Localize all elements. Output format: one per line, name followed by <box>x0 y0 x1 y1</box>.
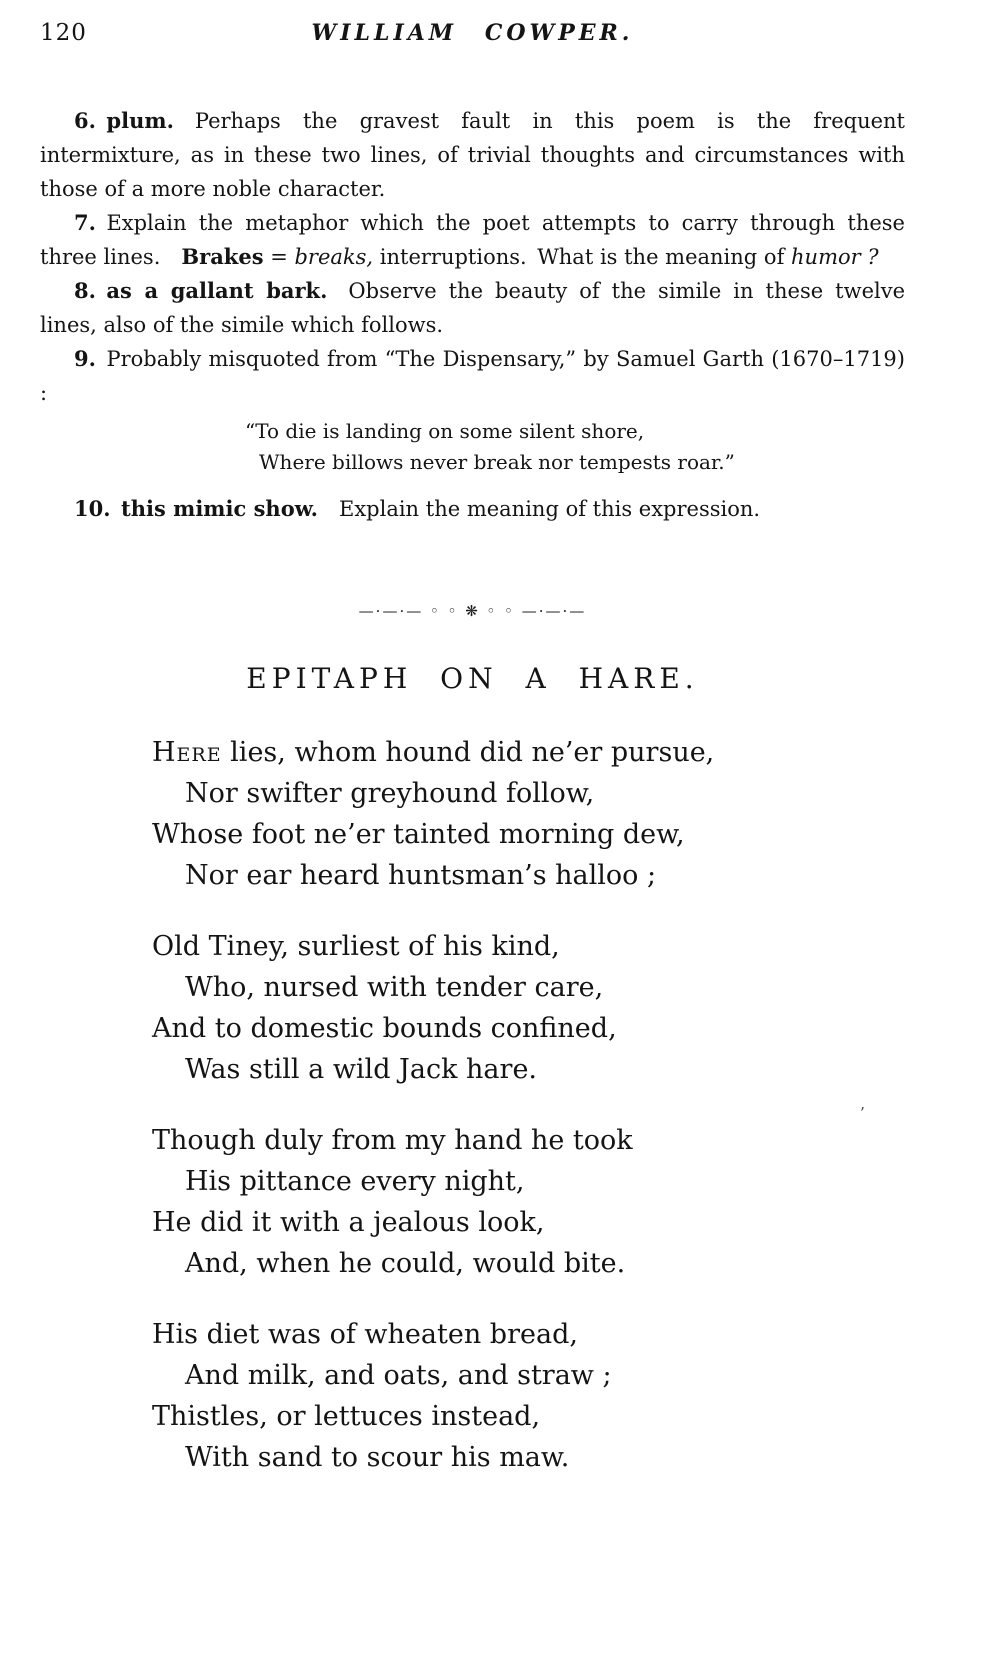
poem-line: His pittance every night, <box>185 1166 525 1197</box>
poem-stanza-4 <box>152 1314 1000 1478</box>
poem <box>152 732 1000 1478</box>
poem-line: Was still a wild Jack hare. <box>185 1054 538 1085</box>
poem-line: Whose foot ne’er tainted morning dew, <box>152 819 685 850</box>
poem-line: And milk, and oats, and straw ; <box>185 1360 612 1391</box>
note-6: 6. plum. Perhaps the gravest fault in this poem is the frequent intermixture, as in these two lines, of trivial thoughts and circumstances with those of a more noble character. <box>40 108 905 201</box>
poem-line: Who, nursed with tender care, <box>185 972 604 1003</box>
note-8: 8. as a gallant bark. Observe the beauty of the simile in these twelve lines, also of the simile which follows. <box>40 278 906 337</box>
poem-line: Here lies, whom hound did ne’er pursue, <box>152 737 715 768</box>
quote-block <box>245 416 905 478</box>
poem-line: His diet was of wheaten bread, <box>152 1319 578 1350</box>
poem-line: Thistles, or lettuces instead, <box>152 1401 541 1432</box>
page-number: 120 <box>40 20 87 46</box>
notes-section <box>40 104 905 526</box>
poem-line: He did it with a jealous look, <box>152 1207 545 1238</box>
poem-title: EPITAPH ON A HARE. <box>246 662 699 695</box>
quote-line-2: Where billows never break nor tempests roar.” <box>259 450 735 474</box>
poem-line: Nor ear heard huntsman’s halloo ; <box>185 860 657 891</box>
running-head: WILLIAM COWPER. <box>311 20 634 46</box>
poem-line: With sand to scour his maw. <box>185 1442 570 1473</box>
quote-line-1: “To die is landing on some silent shore, <box>245 419 645 443</box>
poem-line: And, when he could, would bite. <box>185 1248 626 1279</box>
poem-line: And to domestic bounds confined, <box>152 1013 617 1044</box>
poem-stanza-1 <box>152 732 1000 896</box>
floral-divider-ornament: —·—·— ◦ ◦ ❋ ◦ ◦ —·—·— <box>358 602 587 620</box>
poem-line: Though duly from my hand he took <box>152 1125 633 1156</box>
scan-artifact: ’ <box>860 1104 865 1122</box>
page-header <box>0 0 1000 64</box>
poem-line: Nor swifter greyhound follow, <box>185 778 595 809</box>
poem-line: Old Tiney, surliest of his kind, <box>152 931 560 962</box>
poem-stanza-3 <box>152 1120 1000 1284</box>
note-9: 9. Probably misquoted from “The Dispensary,” by Samuel Garth (1670–1719) : <box>40 346 905 405</box>
note-7: 7. Explain the metaphor which the poet attempts to carry through these three lines. Brakes = breaks, interruptions. What is the meaning of humor ? <box>40 210 905 269</box>
note-10: 10. this mimic show. Explain the meaning of this expression. <box>74 496 761 521</box>
poem-stanza-2 <box>152 926 1000 1090</box>
